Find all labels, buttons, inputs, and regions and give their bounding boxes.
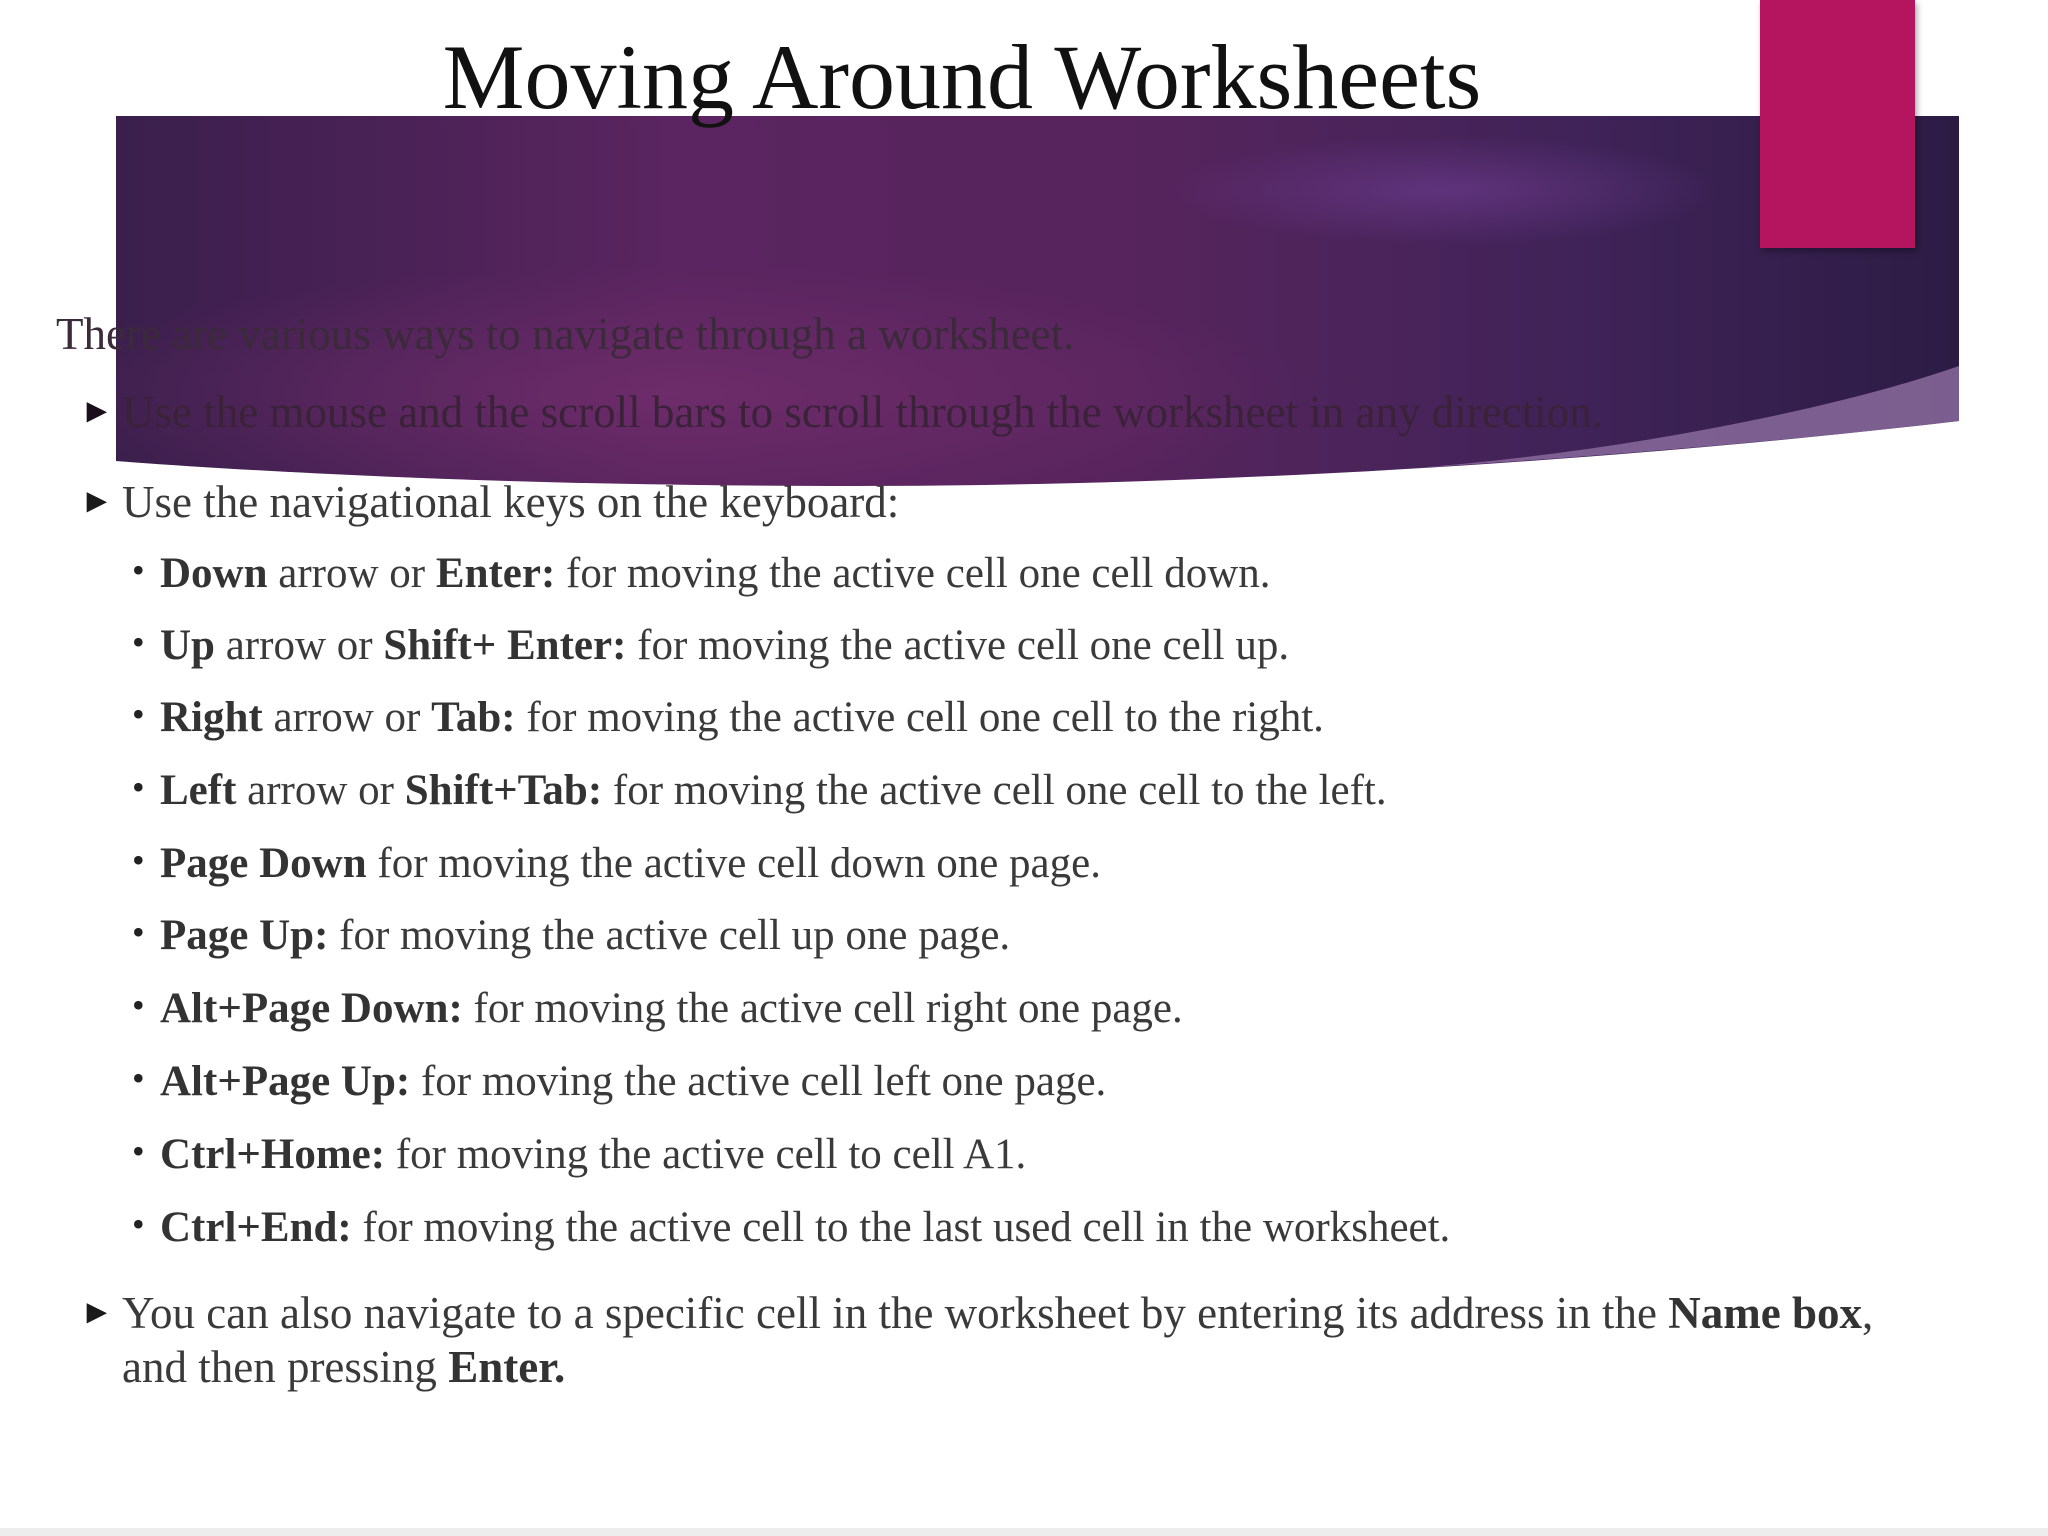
- key-name: Left: [160, 767, 237, 814]
- key-connector: arrow or: [236, 767, 405, 814]
- name-box-term: Name box: [1668, 1288, 1862, 1338]
- key-description: for moving the active cell one cell to the right.: [515, 694, 1324, 741]
- key-name: Alt+Page Up:: [160, 1058, 411, 1105]
- key-description: for moving the active cell left one page.: [410, 1058, 1107, 1105]
- key-name: Up: [160, 622, 215, 669]
- key-alt-name: Tab:: [431, 694, 516, 741]
- key-alt-name: Shift+Tab:: [404, 767, 603, 814]
- key-name: Alt+Page Down:: [160, 985, 463, 1032]
- key-description: for moving the active cell to cell A1.: [385, 1131, 1027, 1178]
- dot-bullet-icon: •: [132, 767, 145, 807]
- key-connector: arrow or: [214, 622, 384, 669]
- key-connector: arrow or: [267, 550, 436, 597]
- key-alt-name: Shift+ Enter:: [383, 622, 627, 669]
- dot-bullet-icon: •: [132, 912, 145, 952]
- key-description: for moving the active cell one cell up.: [626, 622, 1290, 669]
- dot-bullet-icon: •: [132, 1204, 145, 1244]
- dot-bullet-icon: •: [132, 694, 145, 734]
- dot-bullet-icon: •: [132, 985, 145, 1025]
- key-name: Ctrl+Home:: [160, 1131, 386, 1178]
- bottom-edge: [0, 1528, 2048, 1536]
- key-description: for moving the active cell to the last used cell in the worksheet.: [351, 1204, 1451, 1251]
- key-name: Ctrl+End:: [160, 1204, 352, 1251]
- key-name: Page Down: [160, 840, 367, 887]
- name-box-text-1: You can also navigate to a specific cell in the worksheet by entering its address in the: [122, 1288, 1669, 1338]
- bullet-mouse-text: Use the mouse and the scroll bars to scroll through the worksheet in any direction.: [122, 387, 1603, 437]
- key-name: Right: [160, 694, 263, 741]
- arrow-bullet-icon: ►: [80, 1294, 114, 1331]
- key-name: Down: [160, 550, 268, 597]
- arrow-bullet-icon: ►: [80, 393, 114, 430]
- dot-bullet-icon: •: [132, 622, 145, 662]
- key-description: for moving the active cell down one page.: [366, 840, 1101, 887]
- dot-bullet-icon: •: [132, 550, 145, 590]
- enter-key-term: Enter.: [448, 1342, 566, 1392]
- arrow-bullet-icon: ►: [80, 483, 114, 520]
- dot-bullet-icon: •: [132, 1058, 145, 1098]
- key-name: Page Up:: [160, 912, 329, 959]
- dot-bullet-icon: •: [132, 1131, 145, 1171]
- key-description: for moving the active cell right one page.: [462, 985, 1183, 1032]
- key-connector: arrow or: [262, 694, 432, 741]
- key-description: for moving the active cell one cell to the left.: [602, 767, 1387, 814]
- bullet-keys-text: Use the navigational keys on the keyboard:: [122, 477, 900, 527]
- key-description: for moving the active cell one cell down.: [555, 550, 1271, 597]
- key-description: for moving the active cell up one page.: [328, 912, 1011, 959]
- dot-bullet-icon: •: [132, 840, 145, 880]
- intro-text: There are various ways to navigate through a worksheet.: [56, 309, 1075, 359]
- key-alt-name: Enter:: [435, 550, 556, 597]
- slide-title: Moving Around Worksheets: [442, 26, 1482, 128]
- name-box-text-2: , and then pressing: [122, 1288, 1874, 1392]
